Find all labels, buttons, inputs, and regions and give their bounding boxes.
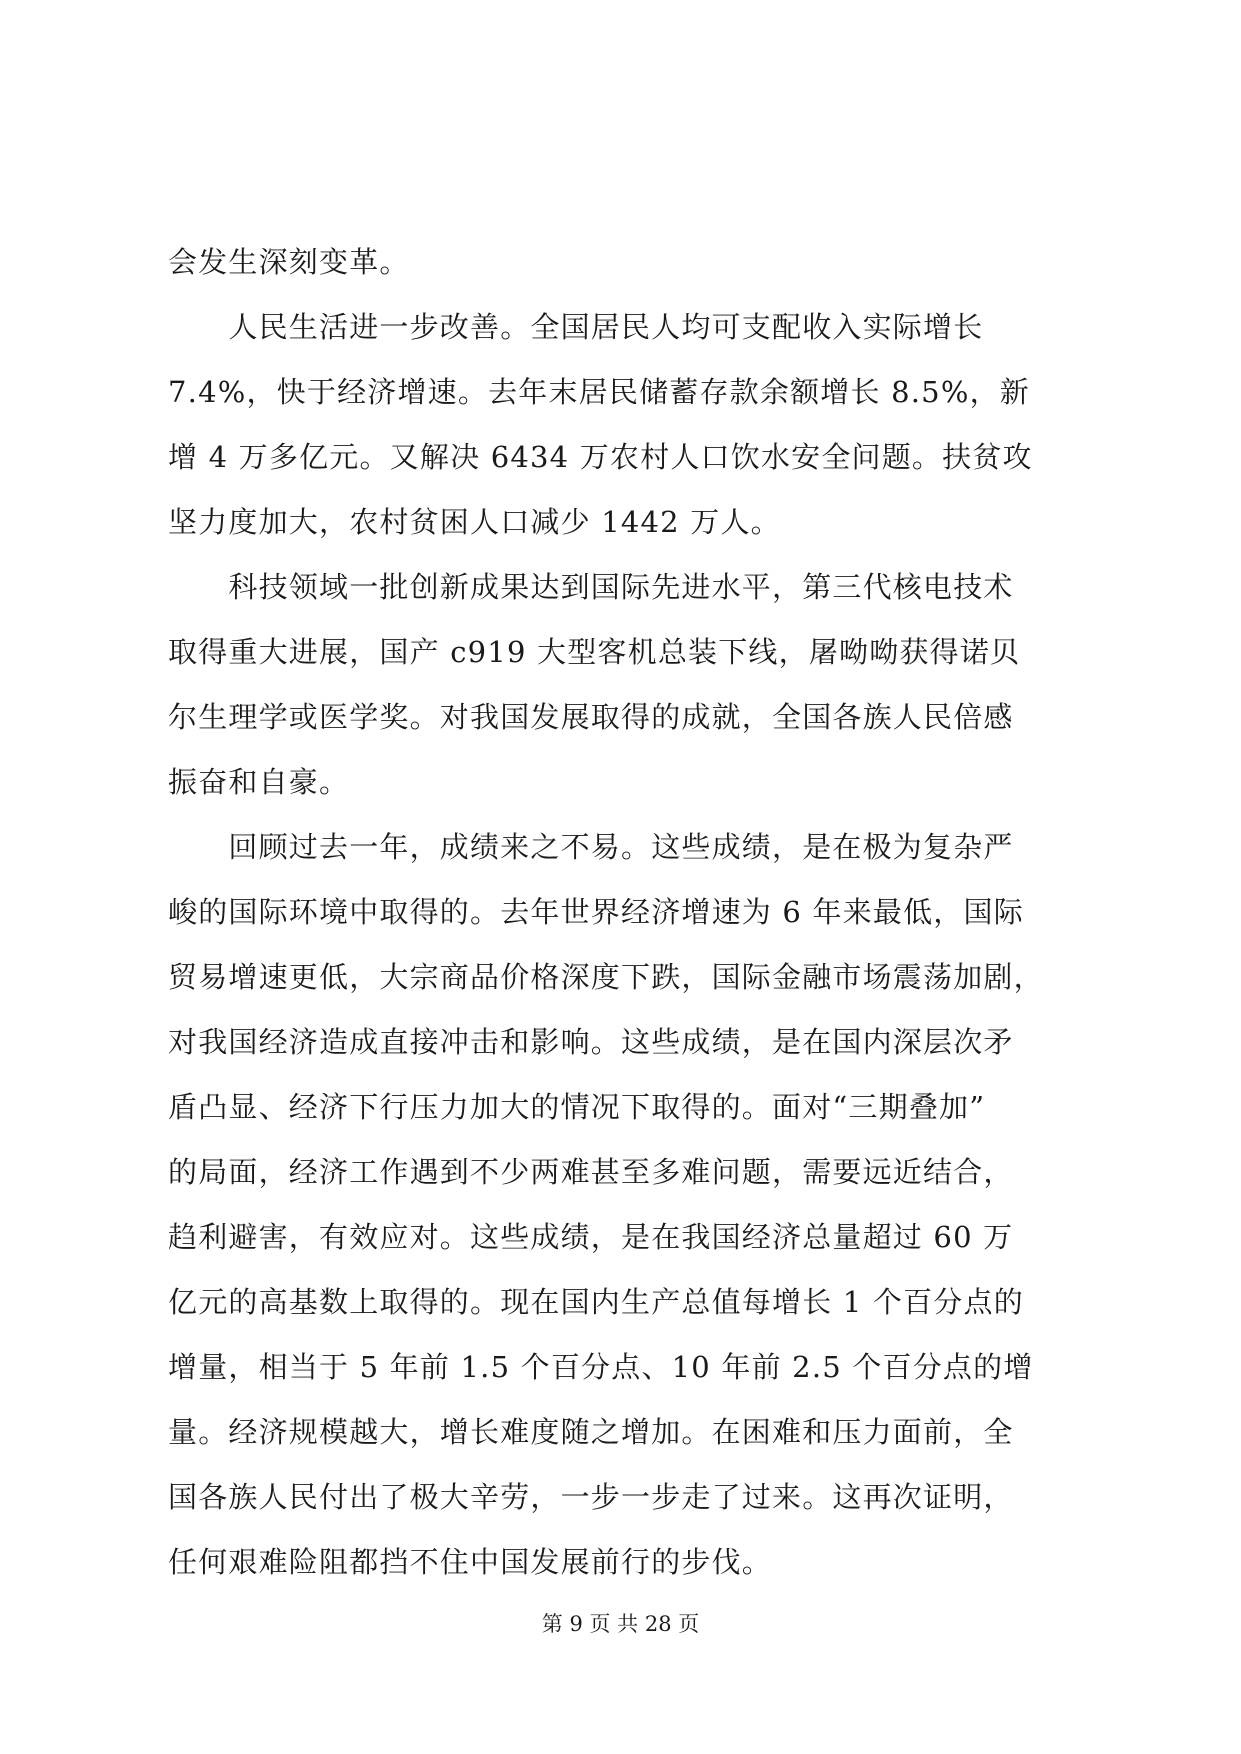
page-number-footer: 第 9 页 共 28 页 [541,1612,700,1636]
text-line: 会发生深刻变革。 [168,245,410,279]
text-line: 趋利避害，有效应对。这些成绩，是在我国经济总量超过 60 万 [168,1220,1014,1254]
text-line: 贸易增速更低，大宗商品价格深度下跌，国际金融市场震荡加剧， [168,960,1044,994]
text-line: 7.4%，快于经济增速。去年末居民储蓄存款余额增长 8.5%，新 [168,375,1030,409]
text-line: 盾凸显、经济下行压力加大的情况下取得的。面对“三期叠加” [168,1090,986,1124]
body-text [168,230,1088,1595]
text-line: 对我国经济造成直接冲击和影响。这些成绩，是在国内深层次矛 [168,1025,1014,1059]
text-line: 坚力度加大，农村贫困人口减少 1442 万人。 [168,505,781,539]
text-line: 亿元的高基数上取得的。现在国内生产总值每增长 1 个百分点的 [168,1285,1024,1319]
text-line: 峻的国际环境中取得的。去年世界经济增速为 6 年来最低，国际 [168,895,1024,929]
text-line: 量。经济规模越大，增长难度随之增加。在困难和压力面前，全 [168,1415,1014,1449]
text-line: 任何艰难险阻都挡不住中国发展前行的步伐。 [168,1545,773,1579]
text-line: 尔生理学或医学奖。对我国发展取得的成就，全国各族人民倍感 [168,700,1014,734]
text-line: 人民生活进一步改善。全国居民人均可支配收入实际增长 [168,310,984,344]
text-line: 增量，相当于 5 年前 1.5 个百分点、10 年前 2.5 个百分点的增 [168,1350,1034,1384]
text-line: 取得重大进展，国产 c919 大型客机总装下线，屠呦呦获得诺贝 [168,635,1021,669]
text-line: 国各族人民付出了极大辛劳，一步一步走了过来。这再次证明， [168,1480,1014,1514]
text-line: 科技领域一批创新成果达到国际先进水平，第三代核电技术 [168,570,1014,604]
text-line: 的局面，经济工作遇到不少两难甚至多难问题，需要远近结合， [168,1155,1014,1189]
text-line: 回顾过去一年，成绩来之不易。这些成绩，是在极为复杂严 [168,830,1014,864]
text-line: 增 4 万多亿元。又解决 6434 万农村人口饮水安全问题。扶贫攻 [168,440,1033,474]
text-line: 振奋和自豪。 [168,765,350,799]
